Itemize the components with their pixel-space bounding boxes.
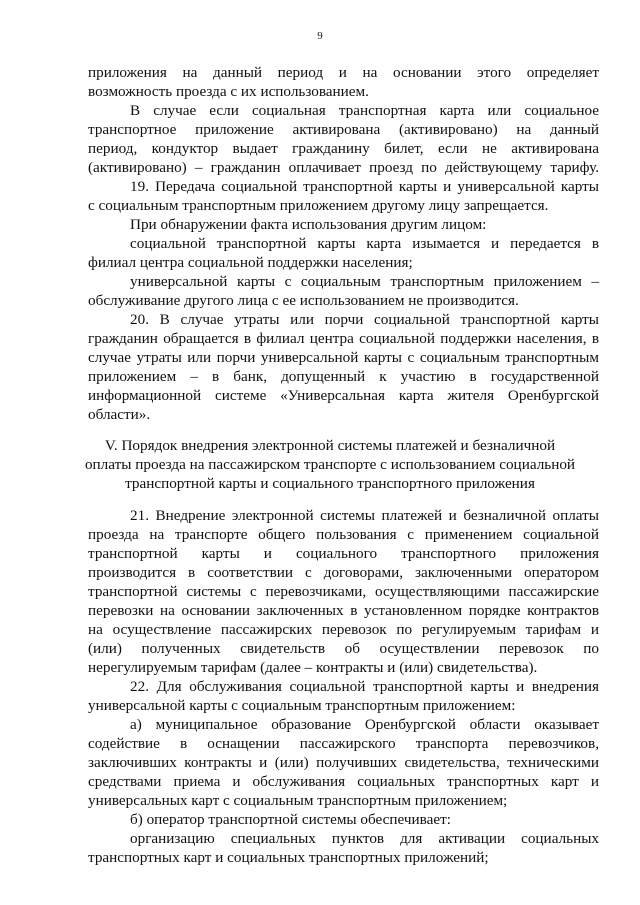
- text-line: б) оператор транспортной системы обеспечивает:: [130, 811, 451, 828]
- text-line: организацию специальных пунктов для активации социальных: [130, 830, 599, 847]
- text-line: период, кондуктор выдает гражданину билет, если не активирована: [88, 140, 599, 157]
- text-line: обслуживание другого лица с ее использованием не производится.: [88, 292, 519, 309]
- text-line: филиал центра социальной поддержки населения;: [88, 254, 413, 271]
- section-heading: оплаты проезда на пассажирском транспорте с использованием социальной: [84, 456, 576, 473]
- text-line: универсальной карты с социальным транспортным приложением:: [88, 697, 516, 714]
- text-line: В случае если социальная транспортная карта или социальное: [130, 102, 599, 119]
- text-line: универсальных карт с социальным транспортным приложением;: [88, 792, 508, 809]
- text-line: универсальной карты с социальным транспортным приложением –: [130, 273, 599, 290]
- text-line: перевозки на основании заключенных в установленном порядке контрактов: [88, 602, 599, 619]
- text-line: транспортных карт и социальных транспортных приложений;: [88, 849, 489, 866]
- text-line: содействие в оснащении пассажирского транспорта перевозчиков,: [88, 735, 599, 752]
- text-line: гражданин обращается в филиал центра социальной поддержки населения, в: [88, 330, 599, 347]
- text-line: При обнаружении факта использования другим лицом:: [130, 216, 487, 233]
- text-line: информационной системе «Универсальная карта жителя Оренбургской: [88, 387, 599, 404]
- text-line: проезда на транспорте общего пользования с применением социальной: [88, 526, 599, 543]
- text-line: социальной транспортной карты карта изымается и передается в: [130, 235, 599, 252]
- text-line: транспортной системы с перевозчиками, осуществляющими пассажирские: [88, 583, 599, 600]
- text-line: приложения на данный период и на основании этого определяет: [88, 64, 599, 81]
- text-line: транспортной карты и социального транспортного приложения: [88, 545, 599, 562]
- text-line: средствами приема и обслуживания социальных транспортных карт и: [88, 773, 599, 790]
- section-heading: транспортной карты и социального транспортного приложения: [125, 475, 535, 492]
- section-heading: V. Порядок внедрения электронной системы платежей и безналичной: [104, 437, 556, 454]
- text-line: на осуществление пассажирских перевозок по регулируемым тарифам и: [88, 621, 599, 638]
- text-line: 20. В случае утраты или порчи социальной транспортной карты: [130, 311, 599, 328]
- page-number: 9: [317, 30, 323, 42]
- text-line: случае утраты или порчи универсальной карты с социальным транспортным: [88, 349, 599, 366]
- text-line: с социальным транспортным приложением другому лицу запрещается.: [88, 197, 549, 214]
- text-line: (или) полученных свидетельств об осуществлении перевозок по: [88, 640, 599, 657]
- text-line: возможность проезда с их использованием.: [88, 83, 369, 100]
- text-line: производится в соответствии с договорами, заключенными оператором: [88, 564, 599, 581]
- text-line: 21. Внедрение электронной системы платежей и безналичной оплаты: [130, 507, 599, 524]
- text-line: а) муниципальное образование Оренбургской области оказывает: [130, 716, 599, 733]
- text-line: нерегулируемым тарифам (далее – контракты и (или) свидетельства).: [88, 659, 538, 676]
- text-line: 19. Передача социальной транспортной карты и универсальной карты: [130, 178, 599, 195]
- text-line: транспортное приложение активирована (активировано) на данный: [88, 121, 599, 138]
- text-line: области».: [88, 406, 151, 423]
- text-line: (активировано) – гражданин оплачивает проезд по действующему тарифу.: [88, 159, 599, 176]
- text-line: заключивших контракты и (или) получивших свидетельства, техническими: [88, 754, 599, 771]
- text-line: 22. Для обслуживания социальной транспортной карты и внедрения: [130, 678, 599, 695]
- text-line: приложением – в банк, допущенный к участию в государственной: [88, 368, 599, 385]
